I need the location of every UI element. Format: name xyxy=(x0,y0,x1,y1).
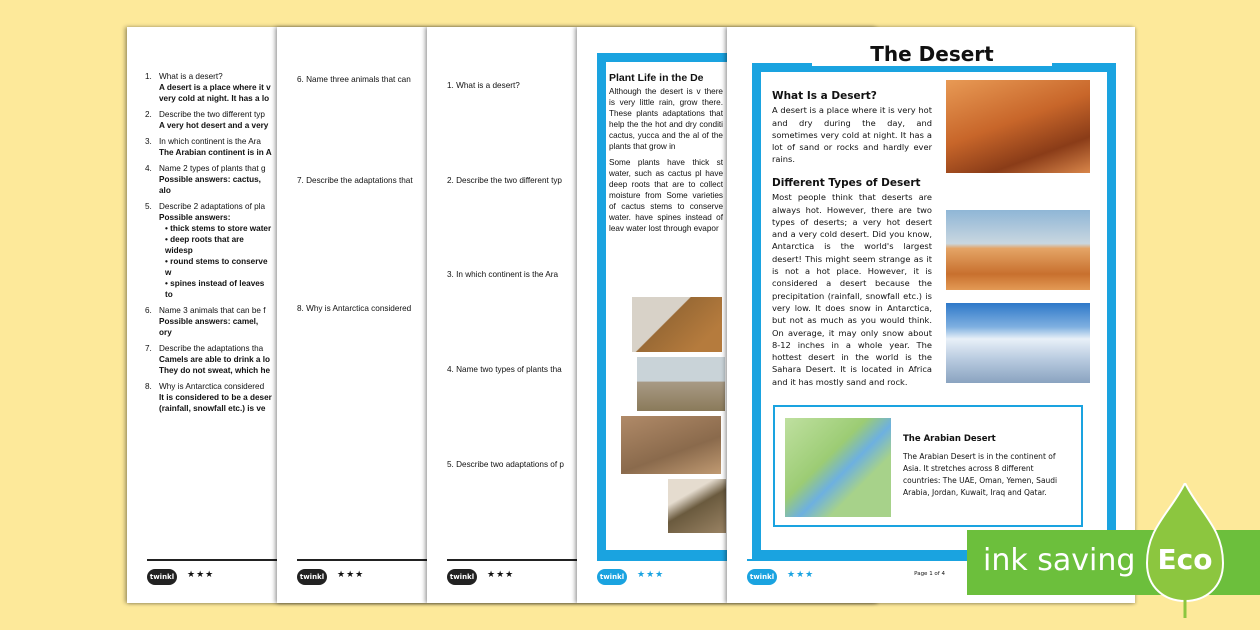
answer-item xyxy=(145,163,273,196)
item-number: 1. xyxy=(145,72,152,81)
answer-item xyxy=(145,201,273,300)
arabian-desert-paragraph: The Arabian Desert is in the continent of Asia. It stretches across 8 different countries: The UAE, Oman, Yemen, Saudi Arabia, Jordan, Kuwait, Iraq and Qatar. xyxy=(903,452,1058,497)
question-7: 7. Describe the adaptations that xyxy=(297,176,413,185)
item-bullet: • spines instead of leaves to xyxy=(165,279,265,299)
item-question: Why is Antarctica considered xyxy=(159,382,265,391)
bullet-text: deep roots that are widesp xyxy=(165,235,244,255)
plant-life-heading: Plant Life in the De xyxy=(609,72,704,84)
types-of-desert-heading: Different Types of Desert xyxy=(772,177,921,189)
question-2: 2. Describe the two different typ xyxy=(447,176,562,185)
arabian-desert-box xyxy=(773,405,1083,527)
item-number: 5. xyxy=(145,202,152,211)
what-is-desert-text: A desert is a place where it is very hot and dry during the day, and sometimes very cold at night. It has a lot of sand or rocks and hardly ever rains. xyxy=(772,105,932,165)
gazelle-image xyxy=(621,416,721,474)
question-5: 5. Describe two adaptations of p xyxy=(447,460,564,469)
item-question: Name 2 types of plants that g xyxy=(159,164,266,173)
question-3: 3. In which continent is the Ara xyxy=(447,270,559,279)
arabian-desert-text xyxy=(903,433,1063,499)
item-answer: Camels are able to drink a lo xyxy=(159,355,271,364)
item-answer: Possible answers: camel, ory xyxy=(159,317,259,337)
types-of-desert-text: Most people think that deserts are always hot. However, there are two types of deserts; a very hot desert and a very cold desert. Did you know, Antarctica is the world's largest desert! This might seem strange as it is not a hot place. However, it is considered a desert because the precipitation (rainfall, snowfall etc.) is very low. It does snow in Antarctica, but not as much as you would think. On average, it may only snow about 8-12 inches in a whole year. The hottest desert in the world is the Sahara Desert. It is located in Africa and it has mostly sand and rock. xyxy=(772,192,932,387)
answer-item xyxy=(145,109,273,131)
answer-item xyxy=(145,71,273,104)
answer-item xyxy=(145,343,273,376)
item-question: What is a desert? xyxy=(159,72,223,81)
plant-life-paragraph-2: Some plants have thick st water, such as cactus pl have deep roots that are to collect moisture from Some varieties of cactus stems to conserve water. have spines instead of leav water lost through evapor xyxy=(609,158,723,233)
item-question: Describe the adaptations tha xyxy=(159,344,264,353)
hot-desert-image xyxy=(946,210,1090,290)
item-number: 7. xyxy=(145,344,152,353)
question-1: 1. What is a desert? xyxy=(447,81,520,90)
item-answer: A very hot desert and a very xyxy=(159,121,269,130)
what-is-desert-heading: What Is a Desert? xyxy=(772,90,877,102)
eco-leaf-icon xyxy=(1145,483,1225,603)
item-answer: A desert is a place where it v xyxy=(159,83,271,92)
item-number: 2. xyxy=(145,110,152,119)
item-question: Describe the two different typ xyxy=(159,110,265,119)
twinkl-logo: twinkl xyxy=(747,569,777,585)
item-answer: They do not sweat, which he xyxy=(159,366,270,375)
item-bullet: • deep roots that are widesp xyxy=(165,235,244,255)
twinkl-logo: twinkl xyxy=(297,569,327,585)
item-answer: (rainfall, snowfall etc.) is ve xyxy=(159,404,266,413)
item-bullet: • round stems to conserve w xyxy=(165,257,268,277)
item-question: Name 3 animals that can be f xyxy=(159,306,266,315)
antarctica-image xyxy=(946,303,1090,383)
page-number: Page 1 of 4 xyxy=(914,571,945,577)
answer-item xyxy=(145,136,273,158)
stars-rating: ★★★ xyxy=(337,570,365,580)
item-answer: Possible answers: cactus, alo xyxy=(159,175,261,195)
question-4: 4. Name two types of plants tha xyxy=(447,365,562,374)
bullet-text: round stems to conserve w xyxy=(165,257,268,277)
arabian-map-image xyxy=(785,418,891,517)
answer-list xyxy=(145,71,273,419)
item-question: Describe 2 adaptations of pla xyxy=(159,202,266,211)
ink-saving-label: ink saving xyxy=(983,543,1136,578)
answer-item xyxy=(145,305,273,338)
sand-dunes-image xyxy=(946,80,1090,173)
the-desert-page[interactable] xyxy=(727,27,1135,603)
stars-rating: ★★★ xyxy=(637,570,665,580)
stars-rating: ★★★ xyxy=(487,570,515,580)
item-number: 3. xyxy=(145,137,152,146)
item-number: 8. xyxy=(145,382,152,391)
question-8: 8. Why is Antarctica considered xyxy=(297,304,412,313)
twinkl-logo: twinkl xyxy=(147,569,177,585)
eco-label: Eco xyxy=(1157,543,1213,576)
question-6: 6. Name three animals that can xyxy=(297,75,411,84)
item-number: 4. xyxy=(145,164,152,173)
page-title: The Desert xyxy=(812,42,1052,66)
item-number: 6. xyxy=(145,306,152,315)
item-answer: It is considered to be a deser xyxy=(159,393,272,402)
stars-rating: ★★★ xyxy=(787,570,815,580)
plant-life-paragraph-1: Although the desert is v there is very little rain, grow there. These plants adaptations that help the the hot and dry conditi cactus, yucca and the al of the plants that grow in xyxy=(609,87,723,151)
item-answer: very cold at night. It has a lo xyxy=(159,94,270,103)
item-answer: The Arabian continent is in A xyxy=(159,148,272,157)
bullet-text: spines instead of leaves to xyxy=(165,279,265,299)
lizard-image xyxy=(668,479,726,533)
item-question: In which continent is the Ara xyxy=(159,137,261,146)
types-of-desert-section xyxy=(772,177,932,388)
stars-rating: ★★★ xyxy=(187,570,215,580)
camel-image xyxy=(632,297,722,352)
item-bullet: • thick stems to store water xyxy=(165,224,272,233)
twinkl-logo: twinkl xyxy=(597,569,627,585)
what-is-desert-section xyxy=(772,90,932,166)
plant-life-text xyxy=(609,73,723,234)
bullet-text: thick stems to store water xyxy=(170,224,272,233)
item-answer: Possible answers: xyxy=(159,213,231,222)
arabian-desert-heading: The Arabian Desert xyxy=(903,434,996,444)
answer-item xyxy=(145,381,273,414)
twinkl-logo: twinkl xyxy=(447,569,477,585)
desert-plain-image xyxy=(637,357,725,411)
